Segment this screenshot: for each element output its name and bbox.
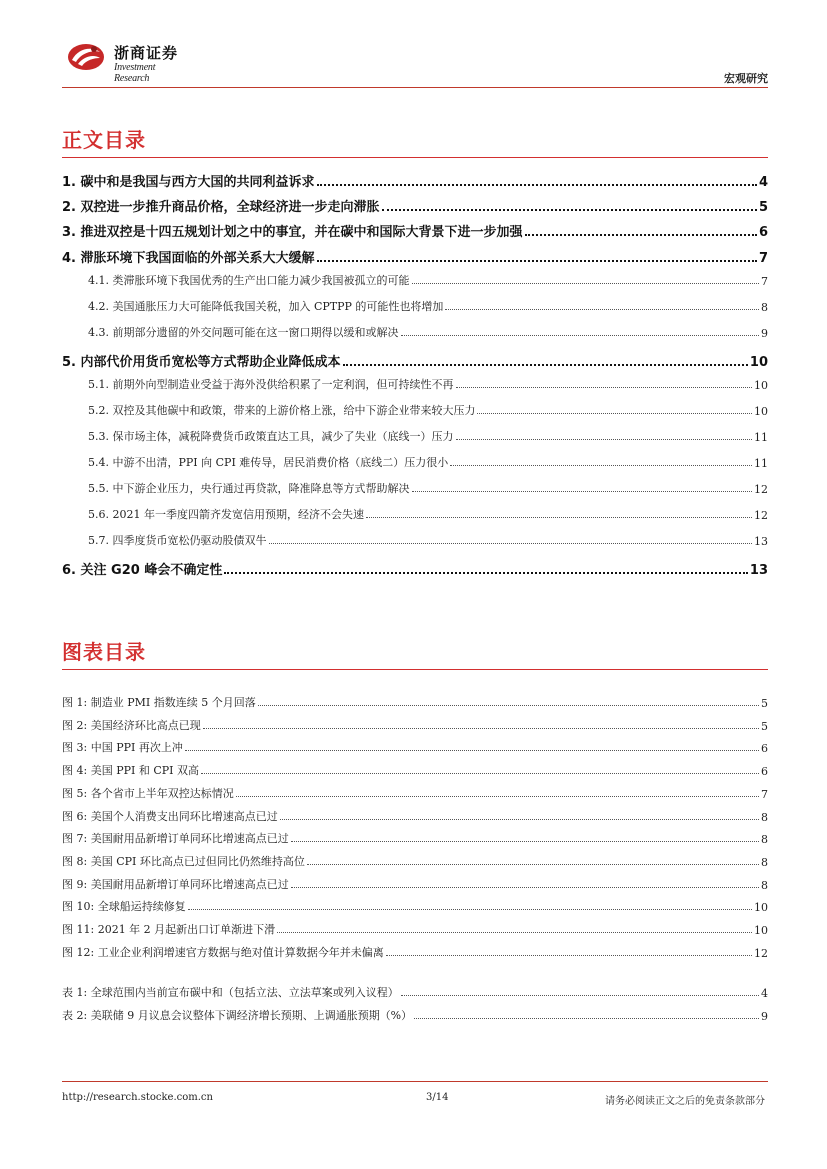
brand-name-en: Investment Research (114, 62, 156, 84)
toc-entry-subsection[interactable] (88, 506, 768, 522)
figure-entry-page: 10 (754, 901, 768, 915)
dot-leader (456, 387, 753, 388)
toc-entry-subsection[interactable] (88, 402, 768, 418)
figure-entry-page: 8 (761, 810, 768, 824)
figures-heading-divider (62, 669, 768, 670)
figure-entry[interactable] (62, 944, 768, 960)
dot-leader (525, 234, 757, 236)
header-divider (62, 87, 768, 88)
figure-entry[interactable] (62, 876, 768, 892)
figure-entry-page: 5 (761, 697, 768, 710)
toc-entry-section-page: 10 (749, 355, 768, 370)
toc-entry-section-label: 1. 碳中和是我国与西方大国的共同利益诉求 (62, 175, 315, 190)
figure-entry[interactable] (62, 808, 768, 824)
dot-leader (236, 796, 759, 797)
figure-entry[interactable] (62, 898, 768, 914)
toc-entry-subsection-page: 8 (761, 301, 768, 314)
dot-leader (307, 864, 759, 865)
toc-entry-section-label: 3. 推进双控是十四五规划计划之中的事宜，并在碳中和国际大背景下进一步加强 (62, 225, 523, 240)
toc-entry-subsection[interactable] (88, 324, 768, 340)
figure-entry[interactable] (62, 830, 768, 846)
toc-heading: 正文目录 (62, 128, 146, 152)
dot-leader (412, 491, 753, 492)
figure-entry-page: 10 (754, 924, 768, 937)
toc-entry-subsection-label: 5.6. 2021 年一季度四箭齐发宽信用预期，经济不会失速 (88, 508, 364, 521)
toc-entry-subsection-page: 13 (754, 535, 768, 548)
toc-entry-section[interactable] (62, 558, 768, 578)
toc-entry-section-page: 6 (758, 225, 768, 240)
table-entry-label: 表 1: 全球范围内当前宣布碳中和（包括立法、立法草案或列入议程） (62, 986, 399, 999)
figure-entry-page: 12 (754, 946, 768, 960)
table-entry[interactable] (62, 984, 768, 1000)
figure-entry[interactable] (62, 853, 768, 869)
toc-entry-subsection-page: 10 (754, 379, 768, 392)
figure-entry[interactable] (62, 694, 768, 710)
toc-entry-section-page: 7 (758, 251, 768, 266)
dot-leader (401, 335, 760, 336)
dot-leader (291, 841, 759, 842)
figure-entry-page: 7 (761, 787, 768, 801)
brand-name-cn: 浙商证券 (114, 46, 179, 62)
figure-entry-page: 8 (761, 878, 768, 892)
toc-entry-subsection-label: 5.2. 双控及其他碳中和政策，带来的上游价格上涨，给中下游企业带来较大压力 (88, 404, 476, 417)
dot-leader (343, 364, 748, 366)
dot-leader (317, 184, 757, 186)
table-entry-page: 4 (761, 987, 768, 1000)
toc-entry-subsection[interactable] (88, 428, 768, 444)
toc-entry-subsection-page: 10 (754, 405, 768, 418)
toc-entry-subsection-label: 5.1. 前期外向型制造业受益于海外没供给积累了一定利润，但可持续性不再 (88, 378, 454, 391)
figure-entry-label: 图 11: 2021 年 2 月起新出口订单渐进下滑 (62, 923, 276, 936)
figure-entry[interactable] (62, 785, 768, 801)
figure-entry-label: 图 4: 美国 PPI 和 CPI 双高 (62, 764, 199, 778)
figure-entry-label: 图 9: 美国耐用品新增订单同环比增速高点已过 (62, 877, 289, 891)
toc-entry-section-page: 4 (758, 175, 768, 190)
dot-leader (185, 750, 759, 751)
figure-entry[interactable] (62, 921, 768, 937)
dot-leader (188, 909, 752, 910)
toc-entry-subsection[interactable] (88, 532, 768, 548)
logo-mark-icon (66, 40, 106, 72)
footer-divider (62, 1081, 768, 1082)
figure-entry[interactable] (62, 762, 768, 778)
figure-entry-label: 图 3: 中国 PPI 再次上冲 (62, 741, 183, 755)
toc-entry-subsection-page: 11 (754, 457, 768, 470)
page-number: 3/14 (426, 1092, 449, 1103)
figure-entry-label: 图 8: 美国 CPI 环比高点已过但同比仍然维持高位 (62, 854, 305, 868)
dot-leader (277, 932, 752, 933)
toc-entry-subsection-label: 5.3. 保市场主体，减税降费货币政策直达工具，减少了失业（底线一）压力 (88, 430, 454, 443)
section-label: 宏观研究 (724, 72, 768, 85)
footer-url[interactable]: http://research.stocke.com.cn (62, 1092, 213, 1103)
figure-entry-label: 图 7: 美国耐用品新增订单同环比增速高点已过 (62, 832, 289, 846)
toc-entry-section-label: 5. 内部代价用货币宽松等方式帮助企业降低成本 (62, 355, 341, 370)
dot-leader (450, 465, 752, 466)
dot-leader (291, 887, 759, 888)
dot-leader (317, 260, 757, 262)
toc-entry-subsection-label: 5.4. 中游不出清，PPI 向 CPI 难传导，居民消费价格（底线二）压力很小 (88, 456, 449, 469)
dot-leader (366, 517, 752, 518)
figure-entry[interactable] (62, 717, 768, 733)
toc-entry-subsection-page: 7 (761, 275, 768, 288)
dot-leader (382, 209, 757, 211)
toc-entry-subsection-page: 9 (761, 327, 768, 340)
toc-entry-section[interactable] (62, 220, 768, 240)
figure-entry-page: 6 (761, 742, 768, 756)
figure-entry-label: 图 12: 工业企业利润增速官方数据与绝对值计算数据今年并未偏离 (62, 945, 384, 959)
figure-entry[interactable] (62, 739, 768, 755)
figure-entry-label: 图 2: 美国经济环比高点已现 (62, 718, 201, 732)
dot-leader (412, 283, 760, 284)
toc-entry-section[interactable] (62, 350, 768, 370)
dot-leader (386, 955, 752, 956)
toc-entry-subsection-label: 5.5. 中下游企业压力，央行通过再贷款，降准降息等方式帮助解决 (88, 482, 410, 495)
toc-entry-section-label: 2. 双控进一步推升商品价格，全球经济进一步走向滞胀 (62, 200, 380, 215)
dot-leader (203, 728, 759, 729)
dot-leader (280, 819, 759, 820)
company-logo (62, 32, 192, 84)
figures-heading: 图表目录 (62, 640, 146, 664)
figure-entry-label: 图 6: 美国个人消费支出同环比增速高点已过 (62, 809, 278, 823)
toc-entry-section-label: 6. 关注 G20 峰会不确定性 (62, 563, 223, 578)
toc-entry-section[interactable] (62, 246, 768, 266)
toc-entry-subsection-label: 5.7. 四季度货币宽松仍驱动股债双牛 (88, 534, 267, 547)
figure-entry-page: 8 (761, 855, 768, 869)
toc-entry-subsection-page: 11 (754, 431, 768, 444)
toc-entry-subsection-page: 12 (754, 509, 768, 522)
dot-leader (477, 413, 752, 414)
toc-entry-subsection[interactable] (88, 272, 768, 288)
toc-entry-section[interactable] (62, 195, 768, 215)
dot-leader (224, 572, 748, 574)
toc-entry-section-page: 13 (749, 563, 768, 578)
toc-entry-subsection[interactable] (88, 376, 768, 392)
toc-entry-section[interactable] (62, 170, 768, 190)
figure-entry-page: 5 (761, 719, 768, 733)
figure-entry-page: 8 (761, 833, 768, 847)
figure-entry-label: 图 5: 各个省市上半年双控达标情况 (62, 786, 234, 800)
toc-entry-subsection-label: 4.3. 前期部分遗留的外交问题可能在这一窗口期得以缓和或解决 (88, 326, 399, 339)
dot-leader (258, 705, 759, 706)
disclaimer-note: 请务必阅读正文之后的免责条款部分 (605, 1096, 765, 1107)
dot-leader (201, 773, 759, 774)
figure-entry-label: 图 10: 全球船运持续修复 (62, 900, 186, 914)
dot-leader (401, 995, 759, 996)
toc-entry-subsection[interactable] (88, 480, 768, 496)
dot-leader (456, 439, 753, 440)
table-entry-label: 表 2: 美联储 9 月议息会议整体下调经济增长预期、上调通胀预期（%） (62, 1009, 413, 1022)
page-header (62, 32, 768, 90)
toc-entry-subsection[interactable] (88, 298, 768, 314)
toc-entry-section-page: 5 (758, 200, 768, 215)
toc-entry-section-label: 4. 滞胀环境下我国面临的外部关系大大缓解 (62, 251, 315, 266)
table-entry[interactable] (62, 1007, 768, 1023)
dot-leader (269, 543, 753, 544)
table-entry-page: 9 (761, 1010, 768, 1023)
dot-leader (445, 309, 759, 310)
toc-entry-subsection-label: 4.1. 类滞胀环境下我国优秀的生产出口能力减少我国被孤立的可能 (88, 274, 410, 287)
dot-leader (414, 1018, 759, 1019)
toc-entry-subsection-label: 4.2. 美国通胀压力大可能降低我国关税，加入 CPTPP 的可能性也将增加 (88, 300, 444, 313)
toc-heading-divider (62, 157, 768, 158)
figure-entry-label: 图 1: 制造业 PMI 指数连续 5 个月回落 (62, 696, 256, 709)
figure-entry-page: 6 (761, 765, 768, 779)
toc-entry-subsection[interactable] (88, 454, 768, 470)
toc-entry-subsection-page: 12 (754, 483, 768, 496)
